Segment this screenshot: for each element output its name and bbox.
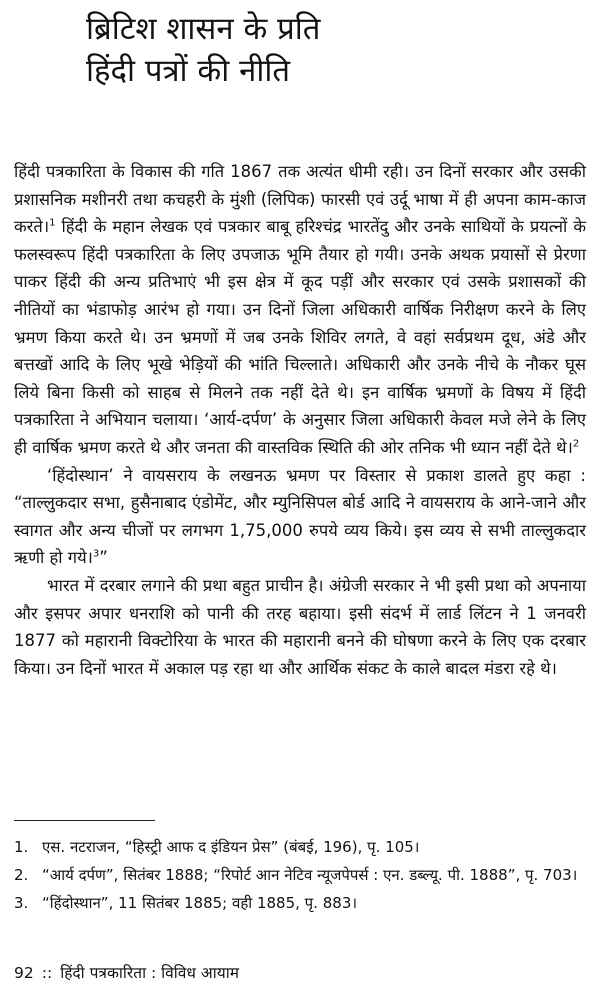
page-number: 92	[14, 964, 34, 982]
paragraph-2	[14, 462, 586, 572]
paragraph-3	[14, 572, 586, 682]
footnote-3	[14, 892, 586, 914]
chapter-title-line-1: ब्रिटिश शासन के प्रति	[86, 11, 321, 47]
footnote-ref-2: 2	[572, 438, 580, 450]
footnote-divider	[14, 820, 155, 821]
footnote-number: 1.	[14, 838, 29, 856]
chapter-title-line-2: हिंदी पत्रों की नीति	[86, 53, 291, 89]
footnote-number: 3.	[14, 894, 29, 912]
footnote-text: “हिंदोस्थान”, 11 सितंबर 1885; वही 1885, पृ. 883।	[42, 894, 358, 912]
chapter-title	[86, 8, 486, 92]
footnotes	[14, 836, 586, 920]
footnote-1	[14, 836, 586, 858]
footnote-text: एस. नटराजन, “हिस्ट्री आफ द इंडियन प्रेस” (बंबई, 196), पृ. 105।	[42, 838, 420, 856]
page-footer	[14, 962, 586, 984]
footnote-2	[14, 864, 586, 886]
body-text	[14, 158, 586, 682]
footnote-number: 2.	[14, 866, 29, 884]
paragraph-1	[14, 158, 586, 462]
footnote-ref-1: 1	[49, 217, 56, 229]
footnote-text: “आर्य दर्पण”, सितंबर 1888; “रिपोर्ट आन नेटिव न्यूजपेपर्स : एन. डब्ल्यू. पी. 1888”, पृ. 703।	[42, 866, 578, 884]
running-title: हिंदी पत्रकारिता : विविध आयाम	[60, 964, 240, 982]
paragraph-1-text: हिंदी पत्रकारिता के विकास की गति 1867 तक अत्यंत धीमी रही। उन दिनों सरकार और उसकी प्रशासनिक मशीनरी तथा कचहरी के मुंशी (लिपिक) फारसी एवं उर्दू भाषा में ही अपना काम-काज करते।	[14, 162, 586, 237]
paragraph-2-text: ‘हिंदोस्थान’ ने वायसराय के लखनऊ भ्रमण पर विस्तार से प्रकाश डालते हुए कहा : “ताल्लुकदार सभा, हुसैनाबाद एंडोमेंट, और म्युनिसिपल बोर्ड आदि ने वायसराय के आने-जाने और स्वागत और अन्य चीजों पर लगभग 1,75,000 रुपये व्यय किये। इस व्यय से सभी ताल्लुकदार ऋणी हो गये।	[14, 465, 586, 568]
paragraph-3-text: भारत में दरबार लगाने की प्रथा बहुत प्राचीन है। अंग्रेजी सरकार ने भी इसी प्रथा को अपनाया और इसपर अपार धनराशि को पानी की तरह बहाया। इसी संदर्भ में लार्ड लिंटन ने 1 जनवरी 1877 को महारानी विक्टोरिया के भारत की महारानी बनने की घोषणा करने के लिए एक दरबार किया। उन दिनों भारत में अकाल पड़ रहा था और आर्थिक संकट के काले बादल मंडरा रहे थे।	[14, 575, 586, 678]
closing-quote: ”	[99, 548, 108, 568]
footnote-ref-3: 3	[92, 548, 100, 560]
footer-separator: ::	[41, 964, 53, 982]
paragraph-1-text-continued: हिंदी के महान लेखक एवं पत्रकार बाबू हरिश्चंद्र भारतेंदु और उनके साथियों के प्रयत्नों के फलस्वरूप हिंदी पत्रकारिता के लिए उपजाऊ भूमि तैयार हो गयी। उनके अथक प्रयासों से प्रेरणा पाकर हिंदी की अन्य प्रतिभाएं भी इस क्षेत्र में कूद पड़ीं और सरकार एवं उसके प्रशासकों की नीतियों का भंडाफोड़ आरंभ हो गया। उन दिनों जिला अधिकारी वार्षिक निरीक्षण करने के लिए भ्रमण किया करते थे। उन भ्रमणों में जब उनके शिविर लगते, वे वहां सर्वप्रथम दूध, अंडे और बत्तखों आदि के लिए भूखे भेड़ियों की भांति चिल्लाते। अधिकारी और उनके नीचे के नौकर घूस लिये बिना किसी को साहब से मिलने तक नहीं देते थे। इन वार्षिक भ्रमणों के विषय में हिंदी पत्रकारिता ने अभियान चलाया। ‘आर्य-दर्पण’ के अनुसार जिला अधिकारी केवल मजे लेने के लिए ही वार्षिक भ्रमण करते थे और जनता की वास्तविक स्थिति की ओर तनिक भी ध्यान नहीं देते थे।	[14, 217, 586, 457]
